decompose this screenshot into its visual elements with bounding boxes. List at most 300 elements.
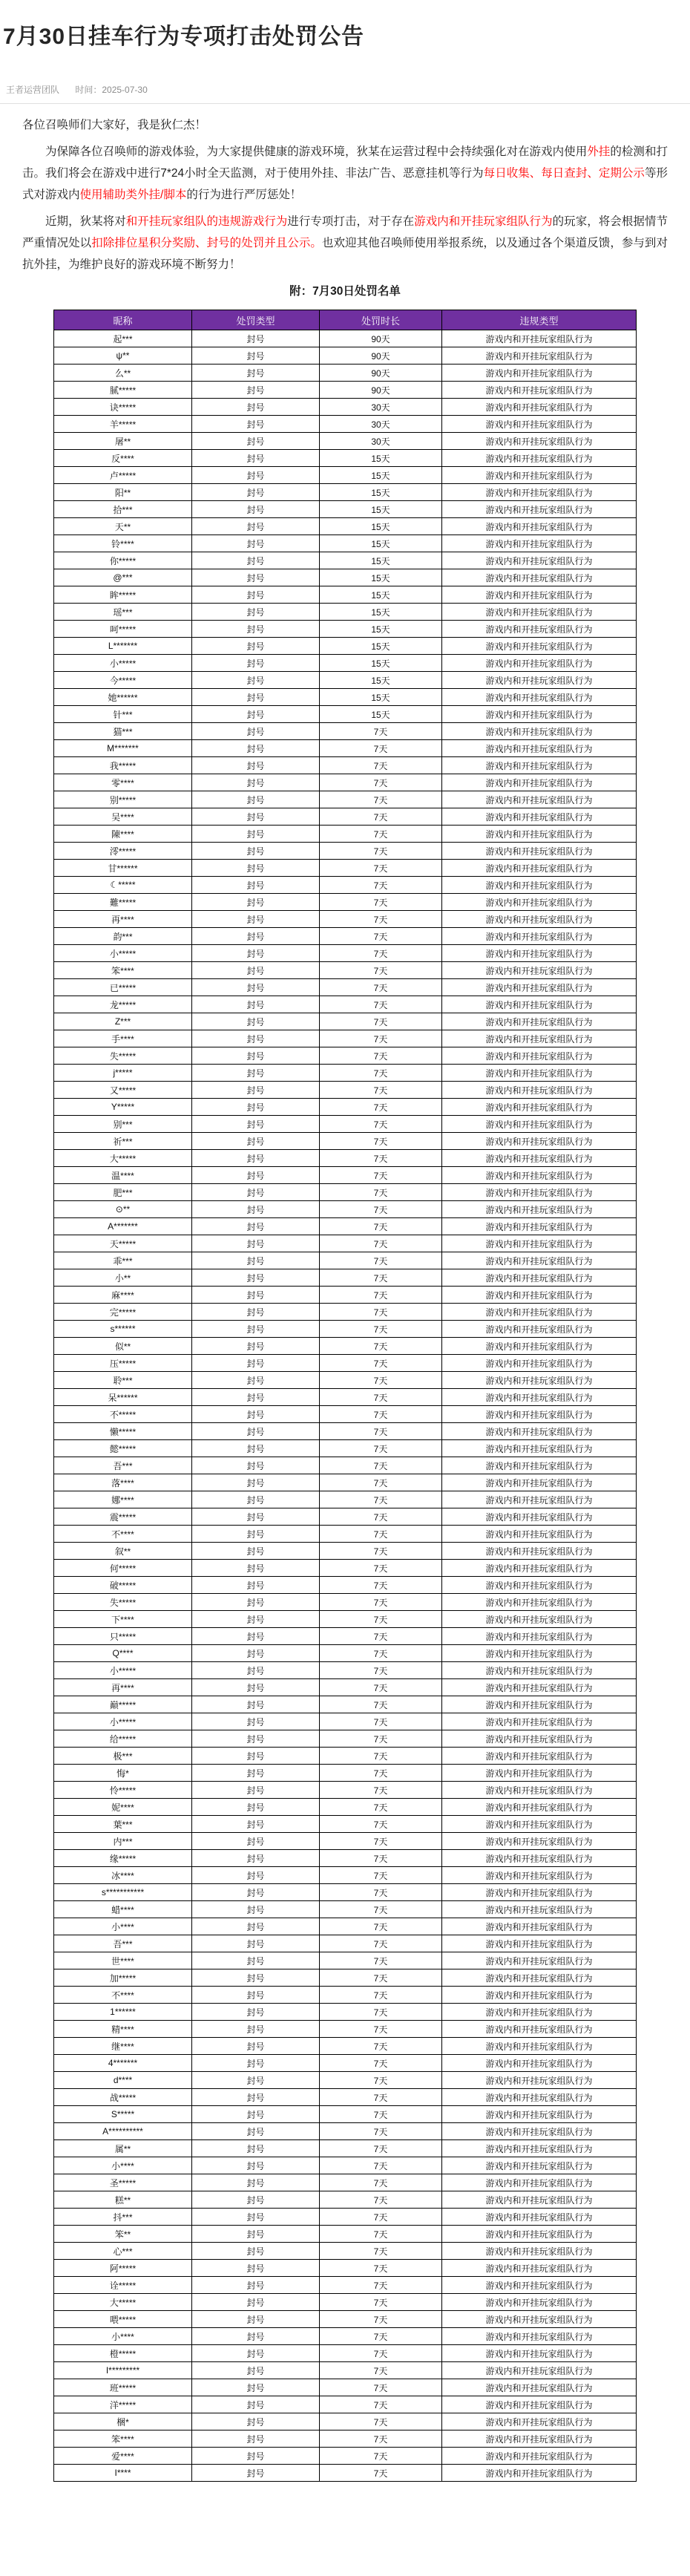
duration-cell: 7天 xyxy=(320,1765,442,1782)
table-row xyxy=(54,1030,637,1047)
nickname-cell: ψ** xyxy=(54,347,192,365)
punishment-type-cell: 封号 xyxy=(192,843,320,860)
duration-cell: 15天 xyxy=(320,655,442,672)
duration-cell: 90天 xyxy=(320,365,442,382)
violation-type-cell: 游戏内和开挂玩家组队行为 xyxy=(442,1304,637,1321)
duration-cell: 7天 xyxy=(320,1457,442,1474)
nickname-cell: 极*** xyxy=(54,1748,192,1765)
punishment-type-cell: 封号 xyxy=(192,672,320,689)
table-body xyxy=(54,330,637,2482)
nickname-cell: 叙** xyxy=(54,1543,192,1560)
nickname-cell: 世**** xyxy=(54,1952,192,1969)
duration-cell: 15天 xyxy=(320,484,442,501)
punishment-type-cell: 封号 xyxy=(192,2021,320,2038)
table-row xyxy=(54,1133,637,1150)
table-row xyxy=(54,330,637,347)
punishment-type-cell: 封号 xyxy=(192,399,320,416)
violation-type-cell: 游戏内和开挂玩家组队行为 xyxy=(442,621,637,638)
nickname-cell: 小**** xyxy=(54,2157,192,2174)
table-row xyxy=(54,2021,637,2038)
nickname-cell: 抖*** xyxy=(54,2209,192,2226)
nickname-cell: 今***** xyxy=(54,672,192,689)
duration-cell: 15天 xyxy=(320,706,442,723)
table-row xyxy=(54,1406,637,1423)
table-row xyxy=(54,2038,637,2055)
nickname-cell: 不**** xyxy=(54,1987,192,2004)
duration-cell: 7天 xyxy=(320,2243,442,2260)
duration-cell: 15天 xyxy=(320,569,442,586)
nickname-cell: 手**** xyxy=(54,1030,192,1047)
nickname-cell: @*** xyxy=(54,569,192,586)
punishment-type-cell: 封号 xyxy=(192,1560,320,1577)
nickname-cell: 1****** xyxy=(54,2004,192,2021)
punishment-type-cell: 封号 xyxy=(192,2328,320,2345)
violation-type-cell: 游戏内和开挂玩家组队行为 xyxy=(442,1526,637,1543)
punishment-type-cell: 封号 xyxy=(192,1150,320,1167)
violation-type-cell: 游戏内和开挂玩家组队行为 xyxy=(442,1338,637,1355)
punishment-type-cell: 封号 xyxy=(192,1252,320,1269)
nickname-cell: 瑶*** xyxy=(54,604,192,621)
duration-cell: 7天 xyxy=(320,1508,442,1526)
duration-cell: 7天 xyxy=(320,2038,442,2055)
table-row xyxy=(54,1338,637,1355)
nickname-cell: 呵***** xyxy=(54,621,192,638)
nickname-cell: 落**** xyxy=(54,1474,192,1491)
punishment-type-cell: 封号 xyxy=(192,1833,320,1850)
table-row xyxy=(54,1662,637,1679)
duration-cell: 7天 xyxy=(320,2191,442,2209)
nickname-cell: 针*** xyxy=(54,706,192,723)
table-row xyxy=(54,552,637,569)
duration-cell: 15天 xyxy=(320,552,442,569)
nickname-cell: 笨** xyxy=(54,2226,192,2243)
table-row xyxy=(54,1321,637,1338)
table-row xyxy=(54,2174,637,2191)
duration-cell: 7天 xyxy=(320,1235,442,1252)
table-row xyxy=(54,638,637,655)
table-row xyxy=(54,2277,637,2294)
violation-type-cell: 游戏内和开挂玩家组队行为 xyxy=(442,347,637,365)
duration-cell: 15天 xyxy=(320,621,442,638)
violation-type-cell: 游戏内和开挂玩家组队行为 xyxy=(442,911,637,928)
punishment-type-cell: 封号 xyxy=(192,1389,320,1406)
nickname-cell: ⊙** xyxy=(54,1201,192,1218)
punishment-type-cell: 封号 xyxy=(192,1201,320,1218)
punishment-type-cell: 封号 xyxy=(192,2072,320,2089)
duration-cell: 7天 xyxy=(320,2226,442,2243)
table-row xyxy=(54,1474,637,1491)
table-row xyxy=(54,1440,637,1457)
punishment-type-cell: 封号 xyxy=(192,1269,320,1287)
punishment-type-cell: 封号 xyxy=(192,911,320,928)
duration-cell: 7天 xyxy=(320,1526,442,1543)
duration-cell: 7天 xyxy=(320,2413,442,2430)
nickname-cell: 缘***** xyxy=(54,1850,192,1867)
violation-type-cell: 游戏内和开挂玩家组队行为 xyxy=(442,1833,637,1850)
nickname-cell: 吴**** xyxy=(54,808,192,826)
table-row xyxy=(54,1884,637,1901)
table-row xyxy=(54,450,637,467)
duration-cell: 7天 xyxy=(320,2379,442,2396)
punishment-type-cell: 封号 xyxy=(192,552,320,569)
duration-cell: 7天 xyxy=(320,1030,442,1047)
table-row xyxy=(54,1645,637,1662)
duration-cell: 7天 xyxy=(320,1799,442,1816)
punishment-type-cell: 封号 xyxy=(192,1696,320,1713)
table-row xyxy=(54,2430,637,2448)
announcement-page xyxy=(0,15,690,2482)
duration-cell: 15天 xyxy=(320,501,442,518)
table-row xyxy=(54,655,637,672)
violation-type-cell: 游戏内和开挂玩家组队行为 xyxy=(442,1662,637,1679)
table-row xyxy=(54,1065,637,1082)
nickname-cell: 别***** xyxy=(54,791,192,808)
punishment-type-cell: 封号 xyxy=(192,2140,320,2157)
nickname-cell: 完***** xyxy=(54,1304,192,1321)
violation-type-cell: 游戏内和开挂玩家组队行为 xyxy=(442,1645,637,1662)
punishment-type-cell: 封号 xyxy=(192,1338,320,1355)
punishment-type-cell: 封号 xyxy=(192,2448,320,2465)
body-text: 也欢迎其他召唤师使用举报系统，以及通过各个渠道反馈，参与到对抗外挂，为维护良好的游戏环境不断努力！ xyxy=(22,237,668,272)
punishment-type-cell: 封号 xyxy=(192,416,320,433)
duration-cell: 7天 xyxy=(320,1987,442,2004)
violation-type-cell: 游戏内和开挂玩家组队行为 xyxy=(442,569,637,586)
violation-type-cell: 游戏内和开挂玩家组队行为 xyxy=(442,860,637,877)
table-row xyxy=(54,1799,637,1816)
table-row xyxy=(54,808,637,826)
punishment-type-cell: 封号 xyxy=(192,2430,320,2448)
table-row xyxy=(54,706,637,723)
violation-type-cell: 游戏内和开挂玩家组队行为 xyxy=(442,2038,637,2055)
duration-cell: 30天 xyxy=(320,399,442,416)
duration-cell: 7天 xyxy=(320,1338,442,1355)
punishment-type-cell: 封号 xyxy=(192,1594,320,1611)
duration-cell: 7天 xyxy=(320,1321,442,1338)
punishment-type-cell: 封号 xyxy=(192,1355,320,1372)
violation-type-cell: 游戏内和开挂玩家组队行为 xyxy=(442,1543,637,1560)
violation-type-cell: 游戏内和开挂玩家组队行为 xyxy=(442,1474,637,1491)
table-row xyxy=(54,347,637,365)
body-text: 等形式对游戏内 xyxy=(22,167,668,202)
punishment-type-cell: 封号 xyxy=(192,1321,320,1338)
duration-cell: 7天 xyxy=(320,1594,442,1611)
duration-cell: 7天 xyxy=(320,1901,442,1918)
table-row xyxy=(54,723,637,740)
violation-type-cell: 游戏内和开挂玩家组队行为 xyxy=(442,1987,637,2004)
table-row xyxy=(54,1269,637,1287)
duration-cell: 7天 xyxy=(320,2174,442,2191)
nickname-cell: 橙***** xyxy=(54,2345,192,2362)
body-text: 的行为进行严厉惩处！ xyxy=(186,189,302,202)
nickname-cell: 小***** xyxy=(54,655,192,672)
violation-type-cell: 游戏内和开挂玩家组队行为 xyxy=(442,1628,637,1645)
table-row xyxy=(54,1713,637,1730)
highlighted-text: 外挂 xyxy=(587,146,611,159)
nickname-cell: d**** xyxy=(54,2072,192,2089)
duration-cell: 7天 xyxy=(320,1389,442,1406)
nickname-cell: 糕** xyxy=(54,2191,192,2209)
table-row xyxy=(54,1748,637,1765)
violation-type-cell: 游戏内和开挂玩家组队行为 xyxy=(442,552,637,569)
duration-cell: 7天 xyxy=(320,1969,442,1987)
duration-cell: 7天 xyxy=(320,1304,442,1321)
violation-type-cell: 游戏内和开挂玩家组队行为 xyxy=(442,996,637,1013)
nickname-cell: 阳** xyxy=(54,484,192,501)
punishment-type-cell: 封号 xyxy=(192,2191,320,2209)
duration-cell: 90天 xyxy=(320,347,442,365)
nickname-cell: 小**** xyxy=(54,2328,192,2345)
violation-type-cell: 游戏内和开挂玩家组队行为 xyxy=(442,586,637,604)
duration-cell: 7天 xyxy=(320,1116,442,1133)
table-row xyxy=(54,1423,637,1440)
announcement-body xyxy=(0,104,690,2482)
nickname-cell: Q**** xyxy=(54,1645,192,1662)
nickname-cell: 别*** xyxy=(54,1116,192,1133)
violation-type-cell: 游戏内和开挂玩家组队行为 xyxy=(442,757,637,774)
duration-cell: 7天 xyxy=(320,723,442,740)
violation-type-cell: 游戏内和开挂玩家组队行为 xyxy=(442,2396,637,2413)
table-row xyxy=(54,1594,637,1611)
nickname-cell: 再**** xyxy=(54,911,192,928)
header-duration: 处罚时长 xyxy=(320,310,442,330)
violation-type-cell: 游戏内和开挂玩家组队行为 xyxy=(442,962,637,979)
nickname-cell: 乖*** xyxy=(54,1252,192,1269)
table-row xyxy=(54,979,637,996)
table-row xyxy=(54,1150,637,1167)
body-text: 为保障各位召唤师的游戏体验，为大家提供健康的游戏环境，狄某在运营过程中会持续强化对在游戏内使用 xyxy=(45,146,588,159)
nickname-cell: 破***** xyxy=(54,1577,192,1594)
punishment-type-cell: 封号 xyxy=(192,2123,320,2140)
violation-type-cell: 游戏内和开挂玩家组队行为 xyxy=(442,330,637,347)
nickname-cell: 大***** xyxy=(54,2294,192,2311)
violation-type-cell: 游戏内和开挂玩家组队行为 xyxy=(442,1799,637,1816)
table-row xyxy=(54,2396,637,2413)
punishment-type-cell: 封号 xyxy=(192,2465,320,2482)
violation-type-cell: 游戏内和开挂玩家组队行为 xyxy=(442,1730,637,1748)
table-row xyxy=(54,1304,637,1321)
byline-time: 时间：2025-07-30 xyxy=(75,85,148,96)
nickname-cell: 爱**** xyxy=(54,2448,192,2465)
violation-type-cell: 游戏内和开挂玩家组队行为 xyxy=(442,1457,637,1474)
violation-type-cell: 游戏内和开挂玩家组队行为 xyxy=(442,484,637,501)
table-row xyxy=(54,1508,637,1526)
punishment-type-cell: 封号 xyxy=(192,1952,320,1969)
duration-cell: 7天 xyxy=(320,1133,442,1150)
punishment-type-cell: 封号 xyxy=(192,1133,320,1150)
table-row xyxy=(54,2123,637,2140)
table-row xyxy=(54,1679,637,1696)
punishment-type-cell: 封号 xyxy=(192,1184,320,1201)
table-row xyxy=(54,604,637,621)
duration-cell: 7天 xyxy=(320,2157,442,2174)
nickname-cell: 喂***** xyxy=(54,2311,192,2328)
nickname-cell: ☾***** xyxy=(54,877,192,894)
punishment-type-cell: 封号 xyxy=(192,433,320,450)
violation-type-cell: 游戏内和开挂玩家组队行为 xyxy=(442,2021,637,2038)
punishment-type-cell: 封号 xyxy=(192,1065,320,1082)
violation-type-cell: 游戏内和开挂玩家组队行为 xyxy=(442,1816,637,1833)
table-row xyxy=(54,1082,637,1099)
nickname-cell: 震***** xyxy=(54,1508,192,1526)
table-row xyxy=(54,2106,637,2123)
duration-cell: 7天 xyxy=(320,1150,442,1167)
violation-type-cell: 游戏内和开挂玩家组队行为 xyxy=(442,1133,637,1150)
duration-cell: 90天 xyxy=(320,330,442,347)
nickname-cell: 起*** xyxy=(54,330,192,347)
punishment-type-cell: 封号 xyxy=(192,2294,320,2311)
punishment-type-cell: 封号 xyxy=(192,2226,320,2243)
table-row xyxy=(54,569,637,586)
violation-type-cell: 游戏内和开挂玩家组队行为 xyxy=(442,1013,637,1030)
punishment-type-cell: 封号 xyxy=(192,2345,320,2362)
violation-type-cell: 游戏内和开挂玩家组队行为 xyxy=(442,2157,637,2174)
violation-type-cell: 游戏内和开挂玩家组队行为 xyxy=(442,1099,637,1116)
table-row xyxy=(54,1577,637,1594)
punishment-type-cell: 封号 xyxy=(192,962,320,979)
duration-cell: 7天 xyxy=(320,2140,442,2157)
violation-type-cell: 游戏内和开挂玩家组队行为 xyxy=(442,1355,637,1372)
violation-type-cell: 游戏内和开挂玩家组队行为 xyxy=(442,1696,637,1713)
violation-type-cell: 游戏内和开挂玩家组队行为 xyxy=(442,365,637,382)
table-row xyxy=(54,484,637,501)
table-row xyxy=(54,2226,637,2243)
nickname-cell: 属** xyxy=(54,2140,192,2157)
table-row xyxy=(54,1116,637,1133)
violation-type-cell: 游戏内和开挂玩家组队行为 xyxy=(442,2277,637,2294)
table-row xyxy=(54,433,637,450)
table-row xyxy=(54,877,637,894)
violation-type-cell: 游戏内和开挂玩家组队行为 xyxy=(442,1748,637,1765)
nickname-cell: 她****** xyxy=(54,689,192,706)
violation-type-cell: 游戏内和开挂玩家组队行为 xyxy=(442,672,637,689)
punishment-type-cell: 封号 xyxy=(192,1474,320,1491)
punishment-type-cell: 封号 xyxy=(192,1645,320,1662)
punishment-type-cell: 封号 xyxy=(192,2004,320,2021)
nickname-cell: 么** xyxy=(54,365,192,382)
punishment-type-cell: 封号 xyxy=(192,535,320,552)
table-row xyxy=(54,928,637,945)
violation-type-cell: 游戏内和开挂玩家组队行为 xyxy=(442,2106,637,2123)
violation-type-cell: 游戏内和开挂玩家组队行为 xyxy=(442,433,637,450)
nickname-cell: 何***** xyxy=(54,1560,192,1577)
duration-cell: 7天 xyxy=(320,2004,442,2021)
duration-cell: 7天 xyxy=(320,826,442,843)
duration-cell: 15天 xyxy=(320,689,442,706)
nickname-cell: 不**** xyxy=(54,1526,192,1543)
punishment-type-cell: 封号 xyxy=(192,467,320,484)
duration-cell: 7天 xyxy=(320,1833,442,1850)
punishment-type-cell: 封号 xyxy=(192,1577,320,1594)
nickname-cell: 吾*** xyxy=(54,1935,192,1952)
table-row xyxy=(54,1987,637,2004)
duration-cell: 15天 xyxy=(320,638,442,655)
nickname-cell: 肥*** xyxy=(54,1184,192,1201)
nickname-cell: 大***** xyxy=(54,1150,192,1167)
duration-cell: 7天 xyxy=(320,1474,442,1491)
punishment-type-cell: 封号 xyxy=(192,1457,320,1474)
table-row xyxy=(54,1730,637,1748)
body-text: 进行专项打击，对于存在 xyxy=(287,215,415,229)
nickname-cell: 龙***** xyxy=(54,996,192,1013)
violation-type-cell: 游戏内和开挂玩家组队行为 xyxy=(442,1850,637,1867)
table-row xyxy=(54,2362,637,2379)
violation-type-cell: 游戏内和开挂玩家组队行为 xyxy=(442,791,637,808)
punishment-type-cell: 封号 xyxy=(192,638,320,655)
duration-cell: 7天 xyxy=(320,808,442,826)
nickname-cell: 小***** xyxy=(54,1713,192,1730)
nickname-cell: 内*** xyxy=(54,1833,192,1850)
nickname-cell: 你***** xyxy=(54,552,192,569)
duration-cell: 7天 xyxy=(320,2072,442,2089)
table-row xyxy=(54,1782,637,1799)
violation-type-cell: 游戏内和开挂玩家组队行为 xyxy=(442,535,637,552)
table-row xyxy=(54,1235,637,1252)
table-row xyxy=(54,501,637,518)
table-row xyxy=(54,467,637,484)
duration-cell: 7天 xyxy=(320,1645,442,1662)
header-nickname: 昵称 xyxy=(54,310,192,330)
punishment-type-cell: 封号 xyxy=(192,450,320,467)
nickname-cell: 给***** xyxy=(54,1730,192,1748)
table-row xyxy=(54,535,637,552)
table-row xyxy=(54,2140,637,2157)
duration-cell: 7天 xyxy=(320,2277,442,2294)
violation-type-cell: 游戏内和开挂玩家组队行为 xyxy=(442,979,637,996)
violation-type-cell: 游戏内和开挂玩家组队行为 xyxy=(442,1782,637,1799)
punishment-type-cell: 封号 xyxy=(192,1782,320,1799)
paragraph xyxy=(22,211,668,275)
duration-cell: 7天 xyxy=(320,1935,442,1952)
nickname-cell: 已***** xyxy=(54,979,192,996)
table-row xyxy=(54,2345,637,2362)
nickname-cell: 梱* xyxy=(54,2413,192,2430)
punishment-type-cell: 封号 xyxy=(192,1218,320,1235)
nickname-cell: 羊***** xyxy=(54,416,192,433)
duration-cell: 7天 xyxy=(320,2106,442,2123)
duration-cell: 7天 xyxy=(320,2311,442,2328)
table-header-row xyxy=(54,310,637,330)
nickname-cell: 班***** xyxy=(54,2379,192,2396)
punishment-type-cell: 封号 xyxy=(192,1765,320,1782)
violation-type-cell: 游戏内和开挂玩家组队行为 xyxy=(442,945,637,962)
table-row xyxy=(54,382,637,399)
violation-type-cell: 游戏内和开挂玩家组队行为 xyxy=(442,1867,637,1884)
table-row xyxy=(54,399,637,416)
nickname-cell: 拾*** xyxy=(54,501,192,518)
duration-cell: 7天 xyxy=(320,1440,442,1457)
duration-cell: 7天 xyxy=(320,2209,442,2226)
nickname-cell: 精**** xyxy=(54,2021,192,2038)
duration-cell: 7天 xyxy=(320,1218,442,1235)
violation-type-cell: 游戏内和开挂玩家组队行为 xyxy=(442,1269,637,1287)
punishment-type-cell: 封号 xyxy=(192,706,320,723)
body-text: 的检测和打击。我们将会在游戏中进行7*24小时全天监测，对于使用外挂、非法广告、恶意挂机等行为 xyxy=(22,146,668,180)
violation-type-cell: 游戏内和开挂玩家组队行为 xyxy=(442,2072,637,2089)
violation-type-cell: 游戏内和开挂玩家组队行为 xyxy=(442,2430,637,2448)
violation-type-cell: 游戏内和开挂玩家组队行为 xyxy=(442,2174,637,2191)
nickname-cell: 聆*** xyxy=(54,1372,192,1389)
duration-cell: 7天 xyxy=(320,2465,442,2482)
violation-type-cell: 游戏内和开挂玩家组队行为 xyxy=(442,1389,637,1406)
punishment-type-cell: 封号 xyxy=(192,894,320,911)
paragraph xyxy=(22,141,668,206)
violation-type-cell: 游戏内和开挂玩家组队行为 xyxy=(442,2413,637,2430)
violation-type-cell: 游戏内和开挂玩家组队行为 xyxy=(442,1235,637,1252)
punishment-type-cell: 封号 xyxy=(192,1372,320,1389)
punishment-type-cell: 封号 xyxy=(192,569,320,586)
duration-cell: 7天 xyxy=(320,1372,442,1389)
punishment-type-cell: 封号 xyxy=(192,774,320,791)
